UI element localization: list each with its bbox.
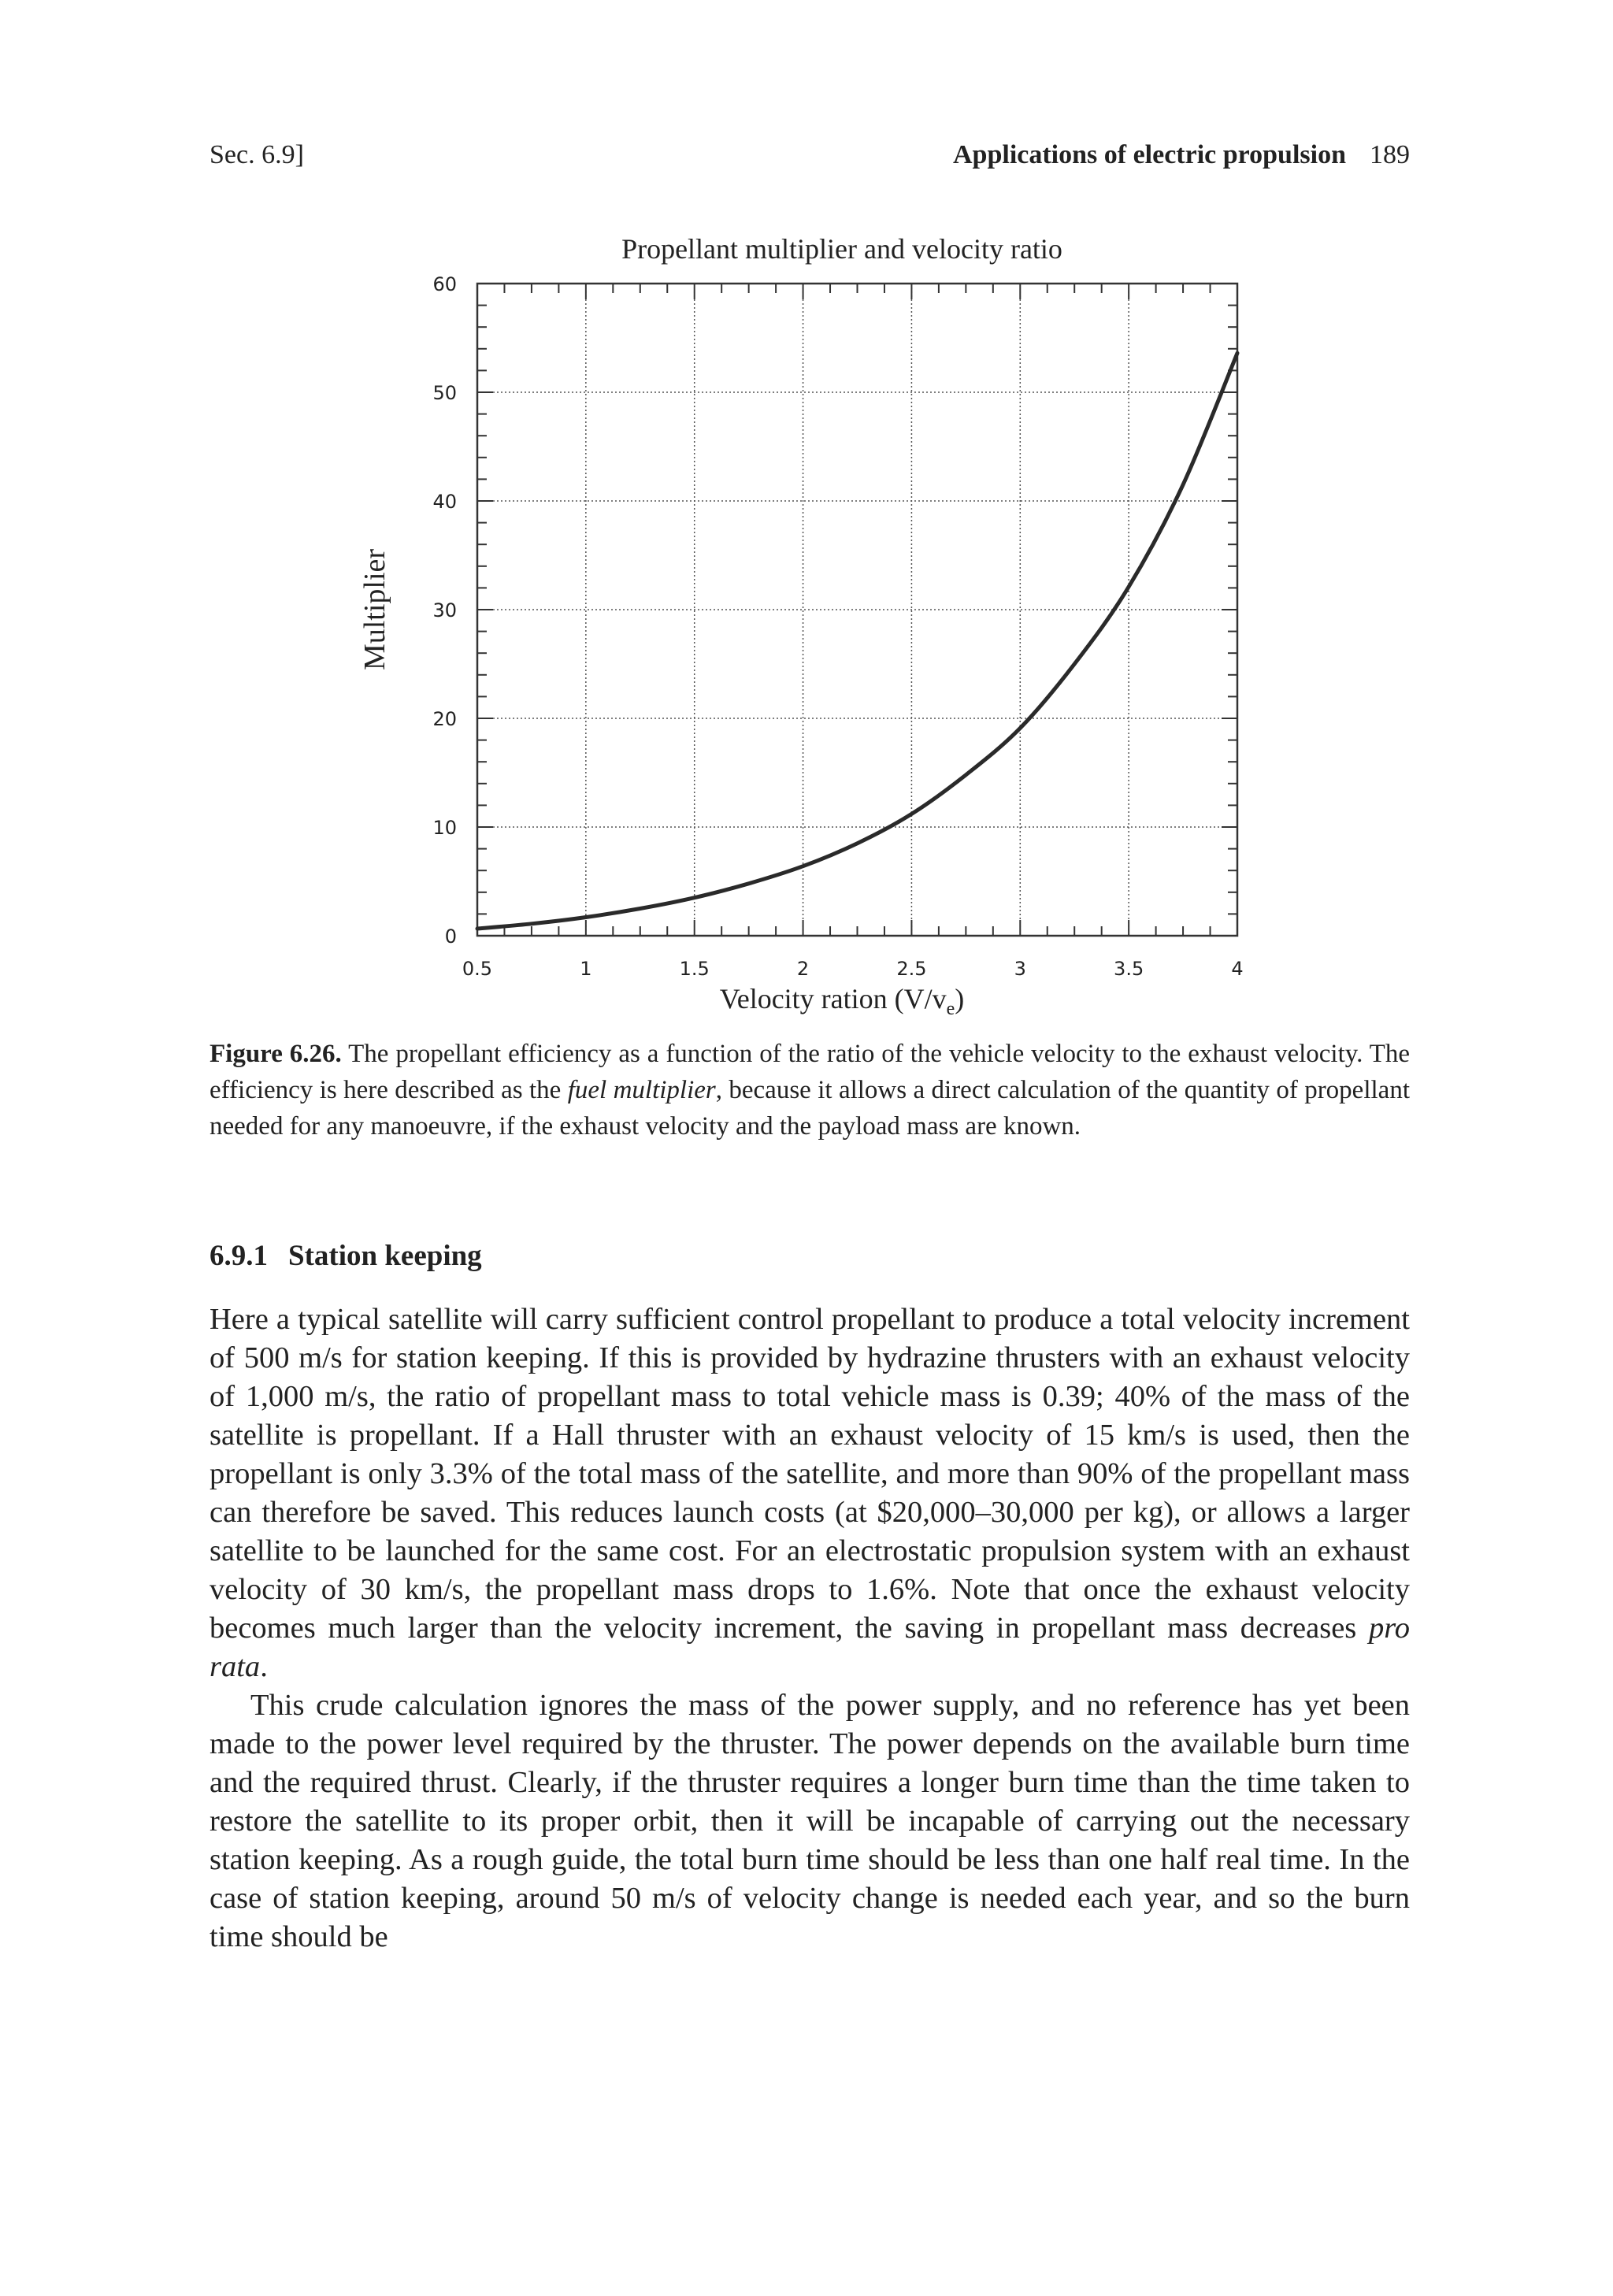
series-line-multiplier <box>477 353 1237 929</box>
x-tick-label: 3.5 <box>1114 958 1144 980</box>
x-tick-label: 2 <box>796 958 810 980</box>
paragraph-1-b: . <box>260 1650 268 1683</box>
section-reference: Sec. 6.9] <box>210 140 304 169</box>
y-tick-label: 20 <box>432 708 457 730</box>
figure-label: Figure 6.26. <box>210 1040 342 1068</box>
running-head <box>210 140 1410 180</box>
x-tick-label: 0.5 <box>462 958 493 980</box>
chart-title: Propellant multiplier and velocity ratio <box>621 233 1062 265</box>
paragraph-1-a: Here a typical satellite will carry sufficient control propellant to produce a total velocity increment of 500 m/s for station keeping. If this is provided by hydrazine thrusters with an exhaust velocity of 1,000 m/s, the ratio of propellant mass to total vehicle mass is 0.39; 40% of the mass of the satellite is propellant. If a Hall thruster with an exhaust velocity of 15 km/s is used, then the propellant is only 3.3% of the total mass of the satellite, and more than 90% of the propellant mass can therefore be saved. This reduces launch costs (at $20,000–30,000 per kg), or allows a larger satellite to be launched for the same cost. For an electrostatic propulsion system with an exhaust velocity of 30 km/s, the propellant mass drops to 1.6%. Note that once the exhaust velocity becomes much larger than the velocity increment, the saving in propellant mass decreases <box>210 1303 1410 1645</box>
figure-caption <box>210 1036 1410 1144</box>
x-tick-label: 3 <box>1014 958 1026 980</box>
x-tick-label: 2.5 <box>896 958 927 980</box>
figure-6-26 <box>331 228 1307 1024</box>
paragraph-2: This crude calculation ignores the mass of the power supply, and no reference has yet been made to the power level required by the thruster. The power depends on the available burn time and the required thrust. Clearly, if the thruster requires a longer burn time than the time taken to restore the satellite to its proper orbit, then it will be incapable of carrying out the necessary station keeping. As a rough guide, the total burn time should be less than one half real time. In the case of station keeping, around 50 m/s of velocity change is needed each year, and so the burn time should be <box>210 1689 1410 1953</box>
y-axis-label: Multiplier <box>358 548 391 671</box>
section-heading <box>210 1239 482 1273</box>
section-number: 6.9.1 <box>210 1240 268 1272</box>
x-axis-label <box>720 983 965 1019</box>
chapter-title: Applications of electric propulsion <box>953 140 1346 169</box>
page-number: 189 <box>1370 140 1410 169</box>
caption-text-1: The propellant efficiency as a function of the ratio of the vehicle velocity to the exhaust velocity. The efficiency is here described as the <box>210 1040 1410 1104</box>
paragraph-1 <box>210 1300 1410 1686</box>
section-title: Station keeping <box>288 1240 482 1272</box>
chart-svg <box>331 228 1307 1024</box>
y-tick-label: 10 <box>432 817 457 839</box>
running-head-right <box>953 140 1410 170</box>
y-tick-label: 60 <box>432 273 457 295</box>
caption-text-2: , because it allows a direct calculation of the quantity of propellant needed for any manoeuvre, if the exhaust velocity and the payload mass are known. <box>210 1076 1410 1141</box>
x-tick-label: 1 <box>580 958 592 980</box>
y-tick-label: 30 <box>432 599 457 621</box>
y-tick-label: 40 <box>432 491 457 513</box>
body-text <box>210 1300 1410 1957</box>
x-tick-label: 1.5 <box>679 958 710 980</box>
x-tick-label: 4 <box>1231 958 1244 980</box>
paragraph-1-italic: pro rata <box>210 1612 1410 1683</box>
x-axis-label-main: Velocity ration (V/v <box>719 983 947 1014</box>
y-tick-label: 0 <box>444 925 457 948</box>
x-axis-label-subscript: e <box>946 999 955 1019</box>
x-axis-label-end: ) <box>955 983 965 1014</box>
y-tick-label: 50 <box>432 382 457 404</box>
caption-italic: fuel multiplier <box>567 1076 716 1104</box>
